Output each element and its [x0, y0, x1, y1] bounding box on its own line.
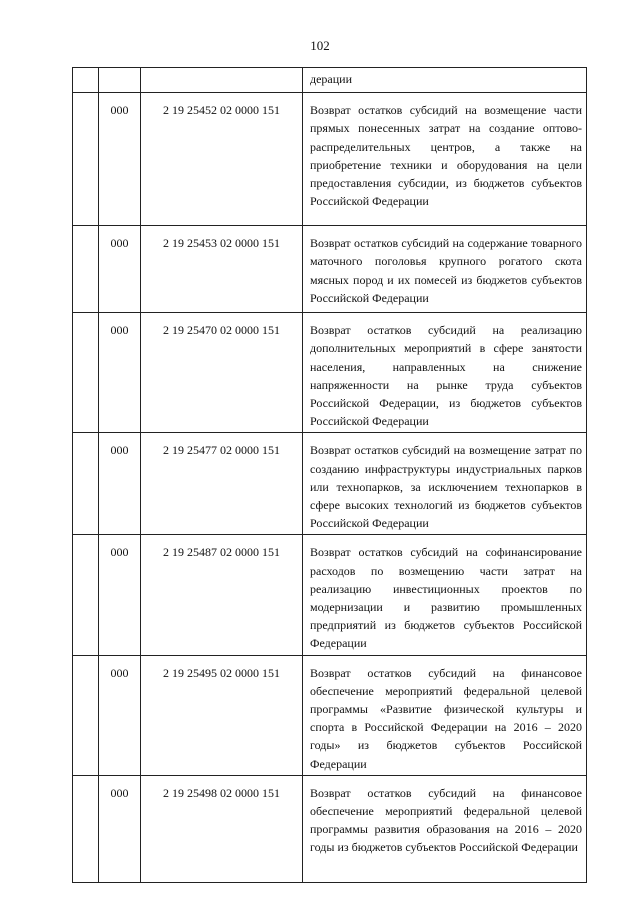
margin-cell: [73, 655, 99, 775]
budget-code: 2 19 25498 02 0000 151: [163, 785, 280, 800]
table-row: [73, 433, 587, 535]
budget-code: 2 19 25487 02 0000 151: [163, 545, 280, 560]
admin-code-cell: [99, 433, 141, 535]
description-text: Возврат остатков субсидий на содержание товарного маточного поголовья крупного рогатого скота мясных пород и их помесей из бюджетов субъектов Российской Федерации: [310, 236, 582, 305]
description-cell: [303, 93, 587, 226]
admin-code-cell: [99, 535, 141, 655]
table-row: [73, 68, 587, 93]
table-row: [73, 655, 587, 775]
admin-code-cell: [99, 313, 141, 433]
budget-code-cell: [141, 433, 303, 535]
budget-code-cell: [141, 535, 303, 655]
admin-code: 000: [110, 323, 129, 338]
admin-code: 000: [110, 785, 129, 800]
budget-code: 2 19 25470 02 0000 151: [163, 323, 280, 338]
budget-code-cell: [141, 93, 303, 226]
description-text: Возврат остатков субсидий на финансовое обеспечение мероприятий федеральной целевой программы «Развитие физической культуры и спорта в Российской Федерации на 2016 – 2020 годы» из бюджетов субъектов Российской Федерации: [310, 665, 582, 771]
table-row: [73, 535, 587, 655]
table-row: [73, 226, 587, 313]
description-cell: [303, 433, 587, 535]
description-cell: [303, 313, 587, 433]
description-cell: [303, 655, 587, 775]
margin-cell: [73, 93, 99, 226]
table-row: [73, 93, 587, 226]
admin-code: 000: [110, 443, 129, 458]
budget-code-table: [72, 67, 587, 883]
description-cell: [303, 775, 587, 882]
budget-code: 2 19 25453 02 0000 151: [163, 236, 280, 251]
admin-code-cell: [99, 775, 141, 882]
budget-code-cell: [141, 655, 303, 775]
budget-code: 2 19 25495 02 0000 151: [163, 665, 280, 680]
budget-code-cell: [141, 226, 303, 313]
budget-code: 2 19 25452 02 0000 151: [163, 103, 280, 118]
admin-code: 000: [110, 665, 129, 680]
description-text: Возврат остатков субсидий на софинансирование расходов по возмещению части затрат на реализацию инвестиционных проектов по модернизации и развитию промышленных предприятий из бюджетов субъектов Российской Федерации: [310, 545, 582, 651]
margin-cell: [73, 775, 99, 882]
admin-code: 000: [110, 545, 129, 560]
margin-cell: [73, 535, 99, 655]
description-text: Возврат остатков субсидий на финансовое обеспечение мероприятий федеральной целевой программы развития образования на 2016 – 2020 годы из бюджетов субъектов Российской Федерации: [310, 785, 582, 855]
margin-cell: [73, 226, 99, 313]
margin-cell: [73, 68, 99, 93]
page-number: 102: [310, 38, 330, 53]
margin-cell: [73, 313, 99, 433]
admin-code-cell: [99, 226, 141, 313]
description-text: Возврат остатков субсидий на возмещение затрат по созданию инфраструктуры индустриальных парков или технопарков, за исключением технопарков в сфере высоких технологий из бюджетов субъектов Российской Федерации: [310, 443, 582, 531]
budget-code-cell: [141, 313, 303, 433]
admin-code-cell: [99, 655, 141, 775]
description-text: Возврат остатков субсидий на возмещение части прямых понесенных затрат на создание оптово-распределительных центров, а также на приобретение техники и оборудования на цели предоставления субсидии, из бюджетов субъектов Российской Федерации: [310, 103, 582, 209]
budget-code-cell: [141, 775, 303, 882]
table-row: [73, 775, 587, 882]
continuation-text: дерации: [310, 72, 353, 86]
admin-code-cell: [99, 93, 141, 226]
margin-cell: [73, 433, 99, 535]
admin-code-cell: [99, 68, 141, 93]
table-row: [73, 313, 587, 433]
budget-code: 2 19 25477 02 0000 151: [163, 443, 280, 458]
admin-code: 000: [110, 103, 129, 118]
admin-code: 000: [110, 236, 129, 251]
description-cell: [303, 226, 587, 313]
description-cell: [303, 535, 587, 655]
description-cell: [303, 68, 587, 93]
description-text: Возврат остатков субсидий на реализацию дополнительных мероприятий в сфере занятости населения, направленных на снижение напряженности на рынке труда субъектов Российской Федерации, из бюджетов субъектов Российской Федерации: [310, 323, 582, 429]
budget-code-cell: [141, 68, 303, 93]
